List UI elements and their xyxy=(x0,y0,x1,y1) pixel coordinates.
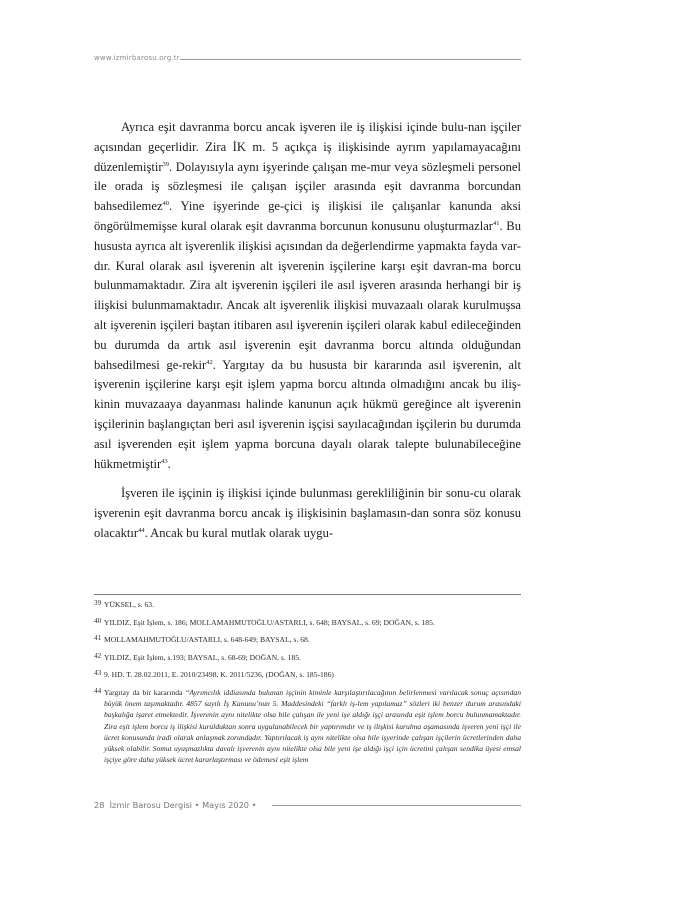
issue-date: Mayıs 2020 xyxy=(202,800,249,810)
footnote-lead: Yargıtay da bir kararında xyxy=(104,687,186,697)
text-run: . Ancak bu kural mutlak olarak uygu- xyxy=(144,525,334,540)
footnote-number: 42 xyxy=(94,651,102,660)
footnote-ref: 42 xyxy=(206,358,213,366)
paragraph-1 xyxy=(94,118,521,474)
footnote-ref: 40 xyxy=(162,200,170,208)
text-run: . xyxy=(167,456,171,471)
text-run: Ayrıca eşit davranma borcu ancak işveren ile iş ilişkisi içinde bulu-nan işçiler açısından geçerlidir. Zira İK m. 5 açıkça iş ilişkisinde ayrım yapılamayacağını düzenlemiştir xyxy=(94,120,521,174)
footnote-text: MOLLAMAHMUTOĞLU/ASTARLI, s. 648-649; BAYSAL, s. 68. xyxy=(104,635,310,645)
footnote-number: 39 xyxy=(94,599,102,607)
footnote-44 xyxy=(94,687,521,765)
footnote-39 xyxy=(94,599,521,611)
text-run: . Dolayısıyla aynı işyerinde çalışan me-mur veya sözleşmeli personel ile orada iş sözleşmesi ile çalışan işçiler arasında eşit davranma borcundan bahsedilemez xyxy=(94,159,521,214)
footnote-text: YILDIZ, Eşit İşlem, s. 186; MOLLAMAHMUTOĞLU/ASTARLI, s. 648; BAYSAL, s. 69; DOĞAN, s. 185. xyxy=(104,617,435,627)
footnote-43 xyxy=(94,669,521,681)
footnote-number: 40 xyxy=(94,616,102,625)
footnote-text: 9. HD. T. 28.02.2011, E. 2010/23498, K. 2011/5236, (DOĞAN, s. 185-186) xyxy=(104,670,334,680)
page-number: 28 xyxy=(94,800,105,810)
paragraph-2 xyxy=(94,484,521,543)
footnote-number: 41 xyxy=(94,634,102,643)
footer-rule xyxy=(272,805,521,806)
footnote-40 xyxy=(94,617,521,629)
journal-name: İzmir Barosu Dergisi xyxy=(109,800,193,810)
header-rule xyxy=(180,59,521,60)
footnote-41 xyxy=(94,634,521,646)
text-run: . Yine işyerinde ge-çici iş ilişkisi ile çalışanlar kanunda aksi öngörülmemişse kural olarak eşit davranma borcunun konusunu oluşturmazlar xyxy=(94,199,521,233)
main-body xyxy=(94,118,521,544)
footnote-42 xyxy=(94,652,521,664)
footnote-ref: 44 xyxy=(138,526,145,534)
text-run: . Bu hususta ayrıca alt işverenlik ilişkisi açısından da değerlendirme yapmakta fayda var-dır. Kural olarak asıl işverenin alt işverenin işçilerine karşı eşit davran-ma borcu bulunmamaktadır. Zira alt işverenin işçileri ile asıl işveren arasında herhangi bir iş ilişkisi bulunmamaktadır. Ancak alt işverenlik ilişkisi muvazaalı olarak kurulmuşsa alt işverenin işçileri baştan itibaren asıl işverenin işçileri olarak kabul edileceğinden bu durumda da artık asıl işverenin eşit davranma borcu altında olduğundan bahsedilmesi ge-rekir xyxy=(94,218,521,372)
footnote-separator xyxy=(94,594,521,595)
page-header xyxy=(94,54,521,66)
header-url: www.izmirbarosu.org.tr xyxy=(94,54,180,62)
footnotes xyxy=(94,599,521,771)
footer-text: 28 İzmir Barosu Dergisi • Mayıs 2020 • xyxy=(94,800,257,810)
footnote-ref: 41 xyxy=(493,219,500,227)
footnote-number: 43 xyxy=(94,669,102,678)
page-footer xyxy=(94,800,521,812)
footnote-text: YÜKSEL, s. 63. xyxy=(104,600,154,609)
footnote-ref: 39 xyxy=(162,160,170,168)
footnote-number: 44 xyxy=(94,686,102,695)
footnote-ref: 43 xyxy=(161,457,168,465)
footnote-quote: “Ayrımcılık iddiasında bulunan işçinin kiminle karşılaştırılacağının belirlenmesi varılacak sonuç açısından büyük önem taşımaktadır. 4857 sayılı İş Kanunu’nun 5. Maddesindeki “farklı iş-lem yapılamaz” sözleri iki benzer durum arasındaki başkalığa işaret etmektedir. İşverenin aynı nitelikte olsa bile çalışan ile yeni işe aldığı işçi arasında eşit işlem borcu bulunmamaktadır. Zira eşit işlem borcu iş ilişkisi kurulduktan sonra uygulanabilecek bir yaptırımdır ve iş ilişkisi kurulma aşamasında işveren yeni işçi ile ücret konusunda iradi olarak anlaşmak zorundadır. Yaptırılacak iş aynı nitelikte olsa bile işyerinde çalışan işçilerin ücretlerinden daha yüksek olabilir. Somut uyuşmazlıkta davalı işverenin aynı nitelikte olsa bile yeni işe aldığı işçi için ücretini çalışan sendika üyesi emsal işçiye göre daha yüksek ücret kararlaştırması ve ödemesi eşit işlem xyxy=(104,687,521,765)
text-run: İşveren ile işçinin iş ilişkisi içinde bulunması gerekliliğinin bir sonu-cu olarak işverenin eşit davranma borcu ancak iş ilişkisinin başlamasın-dan sonra söz konusu olacaktır xyxy=(94,486,521,540)
footnote-text: YILDIZ, Eşit İşlem, s.193; BAYSAL, s. 68-69; DOĞAN, s. 185. xyxy=(104,652,301,662)
text-run: . Yargıtay da bu hususta bir kararında asıl işverenin, alt işverenin işçilerine karşı eşit işlem yapma borcu altında olmadığını ancak bu iliş-kinin muvazaaya dayanması halinde kanunun açık hükmü gereğince alt işverenin işçilerinin başlangıçtan beri asıl işverenin işçisi sayılacağından işçilerin bu durumda asıl işverenden eşit işlem yapma borcuna dayalı olarak talepte bulunabileceğine hükmetmiştir xyxy=(94,357,521,471)
